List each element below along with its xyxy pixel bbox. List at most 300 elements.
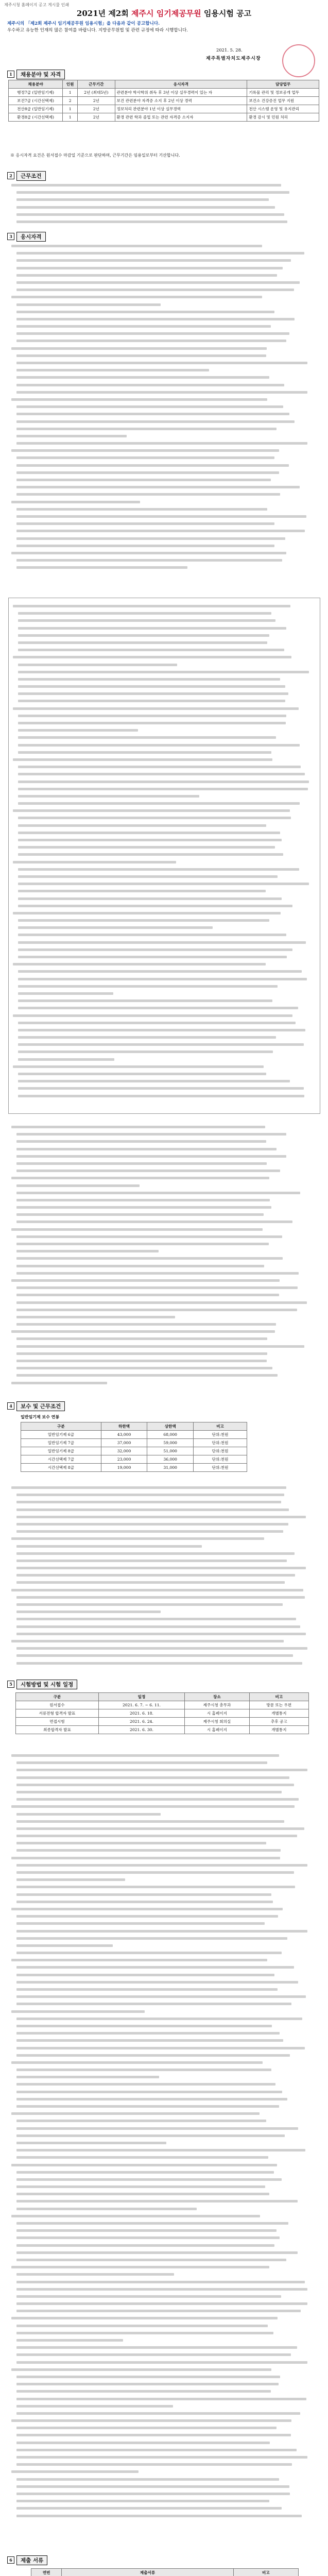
text-line-bar [16, 1944, 113, 1947]
text-line-bar [16, 1337, 267, 1340]
text-line [11, 1528, 318, 1535]
table-cell: 32,000 [101, 1447, 147, 1455]
table-cell: 시 홈페이지 [185, 1709, 250, 1718]
text-line-bar [18, 729, 138, 732]
text-line-bar [16, 362, 307, 364]
table-cell: 일반임기제 8급 [21, 1447, 101, 1455]
text-line-bar [16, 1581, 285, 1584]
section-4-heading [7, 1401, 65, 1411]
text-line [11, 2461, 318, 2468]
text-line [13, 858, 315, 866]
text-line [11, 2314, 318, 2321]
text-line [11, 352, 318, 359]
text-line-bar [16, 332, 289, 335]
table-header-cell: 일정 [98, 1693, 184, 1701]
text-line [11, 2263, 318, 2270]
text-line [13, 632, 315, 639]
text-line-bar [18, 985, 278, 988]
text-line-bar [16, 1184, 140, 1187]
text-line-bar [18, 627, 286, 630]
text-line-bar [11, 1589, 303, 1591]
text-line-bar [18, 788, 308, 790]
text-line-bar [18, 817, 291, 819]
text-line-bar [18, 1036, 276, 1039]
text-line-bar [18, 883, 309, 885]
text-line [13, 1012, 315, 1019]
text-line [11, 1846, 318, 1854]
text-line-bar [11, 2419, 291, 2422]
text-line-bar [11, 1279, 280, 1282]
text-line-bar [16, 2208, 197, 2210]
text-line [13, 646, 315, 653]
text-line-bar [16, 1352, 267, 1355]
text-line-bar [11, 2112, 260, 2115]
text-line-bar [16, 2142, 166, 2144]
table-header-cell: 구분 [16, 1693, 99, 1701]
table-row [16, 1726, 309, 1734]
text-line-bar [16, 391, 307, 394]
text-line [13, 778, 315, 785]
text-line-bar [16, 2032, 280, 2035]
text-line-bar [18, 773, 305, 775]
table-row [9, 97, 319, 105]
text-line-bar [18, 970, 302, 973]
table-header-cell: 근무기간 [78, 80, 115, 89]
text-line-bar [16, 2236, 280, 2239]
text-line-bar [16, 1545, 202, 1548]
text-line [13, 697, 315, 704]
text-line [11, 1905, 318, 1912]
table-cell: 1 [63, 113, 78, 122]
text-line [11, 2424, 318, 2431]
text-line-bar [16, 2222, 288, 2225]
text-line [11, 323, 318, 330]
table-cell: 단위:천원 [194, 1455, 247, 1464]
table-cell: 시 홈페이지 [185, 1726, 250, 1734]
text-line-bar [16, 530, 305, 532]
text-line-bar [16, 493, 280, 496]
text-line [11, 1255, 318, 1262]
text-line-bar [18, 1080, 290, 1082]
text-line [11, 1795, 318, 1803]
text-line [11, 556, 318, 564]
text-line [11, 2504, 318, 2512]
text-line-bar [11, 2215, 260, 2217]
text-line-bar [16, 1213, 264, 1216]
text-line [11, 2183, 318, 2190]
text-line-bar [16, 2098, 287, 2100]
text-line-bar [18, 824, 266, 827]
text-line-bar [18, 875, 278, 878]
section-5-title: 시험방법 및 시험 일정 [16, 1680, 77, 1689]
text-line-bar [16, 2259, 286, 2261]
table-cell: 시간선택제 8급 [21, 1464, 101, 1472]
text-line-bar [16, 1367, 272, 1369]
text-line-bar [16, 1574, 295, 1577]
text-line-bar [16, 2076, 159, 2078]
text-line [11, 1174, 318, 1181]
text-line [11, 1978, 318, 1986]
text-line [11, 1876, 318, 1883]
table-header-cell: 비고 [233, 2569, 298, 2576]
text-line [11, 1498, 318, 1505]
text-line [13, 1056, 315, 1063]
text-line [11, 1861, 318, 1869]
text-line-bar [16, 2039, 283, 2042]
text-line [11, 2242, 318, 2249]
section-3-continued [11, 1123, 318, 1386]
section-1-number: 1 [7, 71, 14, 78]
text-line [11, 1484, 318, 1491]
text-line [11, 549, 318, 556]
text-line-bar [16, 2353, 291, 2356]
text-line-bar [16, 1250, 159, 1252]
text-line-bar [18, 634, 269, 637]
text-line [11, 1145, 318, 1153]
text-line [11, 454, 318, 461]
table-header-cell: 하한액 [101, 1422, 147, 1431]
table-header-cell: 비고 [249, 1693, 308, 1701]
text-line [11, 1854, 318, 1861]
announcement-date: 2021. 5. 28. [216, 47, 243, 53]
section-2-body [11, 181, 318, 225]
table-cell: 개별통지 [249, 1709, 308, 1718]
table-header-cell: 상한액 [147, 1422, 194, 1431]
text-line [11, 2168, 318, 2176]
official-seal [282, 44, 315, 77]
text-line [11, 2037, 318, 2044]
table-row [9, 89, 319, 97]
text-line [11, 2059, 318, 2066]
text-line-bar [16, 2390, 271, 2393]
table-cell: 59,000 [147, 1439, 194, 1447]
text-line [11, 2366, 318, 2373]
text-line-bar [16, 2325, 268, 2327]
table-cell: 2년 [78, 105, 115, 113]
text-line-bar [16, 2507, 282, 2510]
text-line-bar [18, 956, 287, 958]
text-line [11, 1781, 318, 1788]
text-line [11, 1608, 318, 1615]
text-line [11, 1320, 318, 1328]
text-line [13, 617, 315, 624]
text-line [11, 542, 318, 549]
text-line-bar [16, 1567, 306, 1569]
text-line [11, 2322, 318, 2329]
table-cell: 2021. 6. 24. [98, 1718, 184, 1726]
section-6-number: 6 [7, 2556, 14, 2564]
text-line-bar [16, 2134, 285, 2137]
text-line [11, 2227, 318, 2234]
text-line [11, 1513, 318, 1520]
text-line-bar [16, 2449, 297, 2451]
table-cell: 1 [63, 105, 78, 113]
text-line [11, 2497, 318, 2504]
text-line [11, 1160, 318, 1167]
table-header-cell: 채용분야 [9, 80, 63, 89]
text-line [11, 2380, 318, 2387]
text-line-bar [11, 398, 267, 401]
section-2-heading [7, 171, 46, 181]
text-line [11, 264, 318, 272]
text-line [11, 490, 318, 498]
text-line-bar [16, 1316, 175, 1318]
text-line-bar [16, 1509, 289, 1511]
text-line [11, 1818, 318, 1825]
text-line [11, 2512, 318, 2519]
table-cell: 시간선택제 7급 [21, 1455, 101, 1464]
text-line-bar [18, 795, 199, 798]
text-line [11, 315, 318, 323]
table-cell: 방문 또는 우편 [249, 1701, 308, 1709]
text-line-bar [18, 700, 285, 702]
text-line-bar [16, 1835, 297, 1837]
text-line [13, 909, 315, 917]
text-line-bar [16, 2105, 279, 2108]
text-line [11, 1189, 318, 1196]
text-line [13, 712, 315, 719]
text-line-bar [18, 715, 286, 717]
text-line [11, 1993, 318, 2000]
text-line [11, 410, 318, 417]
text-line-bar [16, 2047, 305, 2049]
text-line [11, 1935, 318, 1942]
text-line-bar [16, 2398, 306, 2400]
text-line [11, 1963, 318, 1971]
text-line-bar [18, 905, 292, 907]
text-line-bar [16, 2427, 277, 2429]
section-6-title: 제출 서류 [16, 2555, 47, 2565]
text-line [13, 690, 315, 697]
text-line [11, 1883, 318, 1890]
text-line [13, 895, 315, 902]
table-row [21, 1447, 247, 1455]
text-line [11, 1306, 318, 1313]
text-line [11, 1869, 318, 1876]
table-cell: 2년 (최대5년) [78, 89, 115, 97]
text-line-bar [13, 1014, 292, 1017]
text-line-bar [11, 296, 262, 298]
text-line-bar [11, 1857, 280, 1859]
text-line-bar [16, 471, 279, 474]
text-line-bar [16, 2281, 305, 2283]
text-line-bar [11, 1330, 275, 1333]
section-1-note: ※ 응시자격 요건은 원서접수 마감일 기준으로 판단하며, 근무기간은 임용일로부터 기산합니다. [10, 153, 180, 158]
text-line [13, 814, 315, 821]
text-line-bar [18, 722, 286, 724]
text-line [13, 822, 315, 829]
text-line-bar [16, 1596, 305, 1599]
text-line [11, 2468, 318, 2475]
text-line-bar [16, 1501, 281, 1503]
text-line [11, 337, 318, 344]
text-line [13, 829, 315, 836]
header-note: 제주시청 홈페이지 공고 게시물 인쇄 [4, 3, 70, 7]
text-line [11, 1774, 318, 1781]
table-cell: 2021. 6. 7. ~ 6. 11. [98, 1701, 184, 1709]
text-line-bar [16, 1937, 287, 1940]
text-line [11, 1204, 318, 1211]
text-line [13, 924, 315, 931]
text-line-bar [16, 1345, 304, 1348]
text-line-bar [16, 1849, 281, 1852]
text-line-bar [16, 2302, 307, 2305]
text-line-bar [16, 2025, 272, 2027]
table-cell: 19,000 [101, 1464, 147, 1472]
text-line-bar [11, 1537, 264, 1540]
text-line [11, 2278, 318, 2285]
text-line [13, 609, 315, 617]
text-line-bar [18, 671, 309, 673]
text-line-bar [16, 2376, 280, 2378]
text-line-bar [16, 1981, 298, 1984]
text-line-bar [16, 1494, 284, 1496]
text-line-bar [18, 890, 266, 892]
text-line-bar [18, 839, 282, 841]
table-cell: 23,000 [101, 1455, 147, 1464]
table-row [21, 1431, 247, 1439]
text-line-bar [16, 2463, 292, 2466]
section-4-body [11, 1484, 318, 1667]
table-cell: 43,000 [101, 1431, 147, 1439]
text-line [11, 1226, 318, 1233]
text-line [13, 1077, 315, 1084]
text-line-bar [11, 1228, 263, 1231]
text-line [11, 1550, 318, 1557]
text-line-bar [16, 1243, 269, 1245]
text-line-bar [16, 1864, 307, 1867]
text-line-bar [16, 1784, 294, 1786]
text-line [11, 2351, 318, 2358]
text-line [11, 1652, 318, 1659]
text-line [11, 293, 318, 300]
text-line [11, 2117, 318, 2124]
text-line [13, 968, 315, 975]
text-line [11, 1299, 318, 1306]
text-line-bar [16, 1148, 277, 1150]
text-line [11, 2044, 318, 2052]
text-line [11, 1788, 318, 1795]
text-line [13, 763, 315, 770]
text-line-bar [16, 1155, 286, 1158]
title-suffix: 임용시험 공고 [201, 9, 252, 18]
text-line [11, 2395, 318, 2402]
text-line [11, 2095, 318, 2103]
text-line-bar [16, 274, 277, 277]
text-line [11, 330, 318, 337]
text-line-bar [13, 861, 176, 863]
text-line-bar [16, 1995, 306, 1998]
text-line-bar [16, 2310, 301, 2312]
text-line [13, 960, 315, 968]
text-line [11, 2022, 318, 2029]
table-row [9, 113, 319, 122]
text-line-bar [16, 2273, 174, 2276]
text-line-bar [18, 926, 213, 929]
text-line-bar [16, 2456, 307, 2459]
text-line [13, 887, 315, 894]
text-line [11, 1491, 318, 1498]
text-line-bar [16, 1662, 302, 1665]
text-line-bar [16, 1374, 278, 1377]
text-line-bar [16, 2251, 298, 2254]
text-line [11, 1218, 318, 1225]
table-header-cell: 연번 [31, 2569, 62, 2576]
text-line [11, 286, 318, 293]
text-line [13, 997, 315, 1004]
text-line-bar [16, 2244, 274, 2247]
text-line-bar [11, 449, 279, 452]
table-row [21, 1455, 247, 1464]
text-line-bar [16, 1922, 265, 1925]
text-line-bar [16, 1791, 282, 1793]
text-line-bar [16, 456, 274, 459]
text-line [11, 2300, 318, 2307]
table-cell: 개별통지 [249, 1726, 308, 1734]
text-line-bar [11, 1382, 107, 1384]
text-line [11, 2190, 318, 2197]
text-line [11, 396, 318, 403]
text-line-bar [16, 1323, 276, 1326]
text-line [11, 1350, 318, 1357]
text-line-bar [18, 1087, 304, 1090]
text-line [13, 851, 315, 858]
text-line-bar [16, 1820, 284, 1823]
text-line [11, 2285, 318, 2293]
text-line [13, 1004, 315, 1011]
text-line-bar [16, 1309, 297, 1311]
text-line [13, 873, 315, 880]
text-line-bar [16, 1286, 298, 1289]
text-line [11, 2490, 318, 2497]
text-line-bar [18, 612, 271, 615]
text-line-bar [16, 1988, 278, 1991]
text-line [11, 2431, 318, 2438]
text-line [13, 800, 315, 807]
section-3-number: 3 [7, 233, 14, 240]
text-line-bar [16, 1360, 267, 1362]
text-line-bar [16, 486, 300, 488]
text-line [11, 2219, 318, 2227]
text-line [13, 770, 315, 777]
text-line-bar [18, 1050, 273, 1053]
table-row [16, 1718, 309, 1726]
text-line [13, 982, 315, 990]
text-line [11, 242, 318, 249]
text-line-bar [13, 1065, 264, 1068]
text-line-bar [18, 999, 272, 1002]
text-line-bar [16, 2003, 291, 2005]
text-line-bar [16, 384, 284, 386]
text-line [11, 527, 318, 534]
text-line-bar [18, 736, 276, 739]
text-line-bar [16, 2493, 290, 2495]
text-line [13, 719, 315, 726]
text-line-bar [18, 948, 292, 951]
text-line-bar [16, 1162, 267, 1165]
text-line [11, 513, 318, 520]
text-line [11, 345, 318, 352]
text-line [11, 1269, 318, 1277]
text-line-bar [18, 744, 300, 747]
text-line [11, 1637, 318, 1645]
text-line-bar [16, 1915, 278, 1918]
text-line [11, 249, 318, 257]
text-line-bar [16, 1878, 125, 1881]
text-line-bar [16, 2120, 266, 2122]
text-line [11, 2293, 318, 2300]
table-row [16, 1709, 309, 1718]
